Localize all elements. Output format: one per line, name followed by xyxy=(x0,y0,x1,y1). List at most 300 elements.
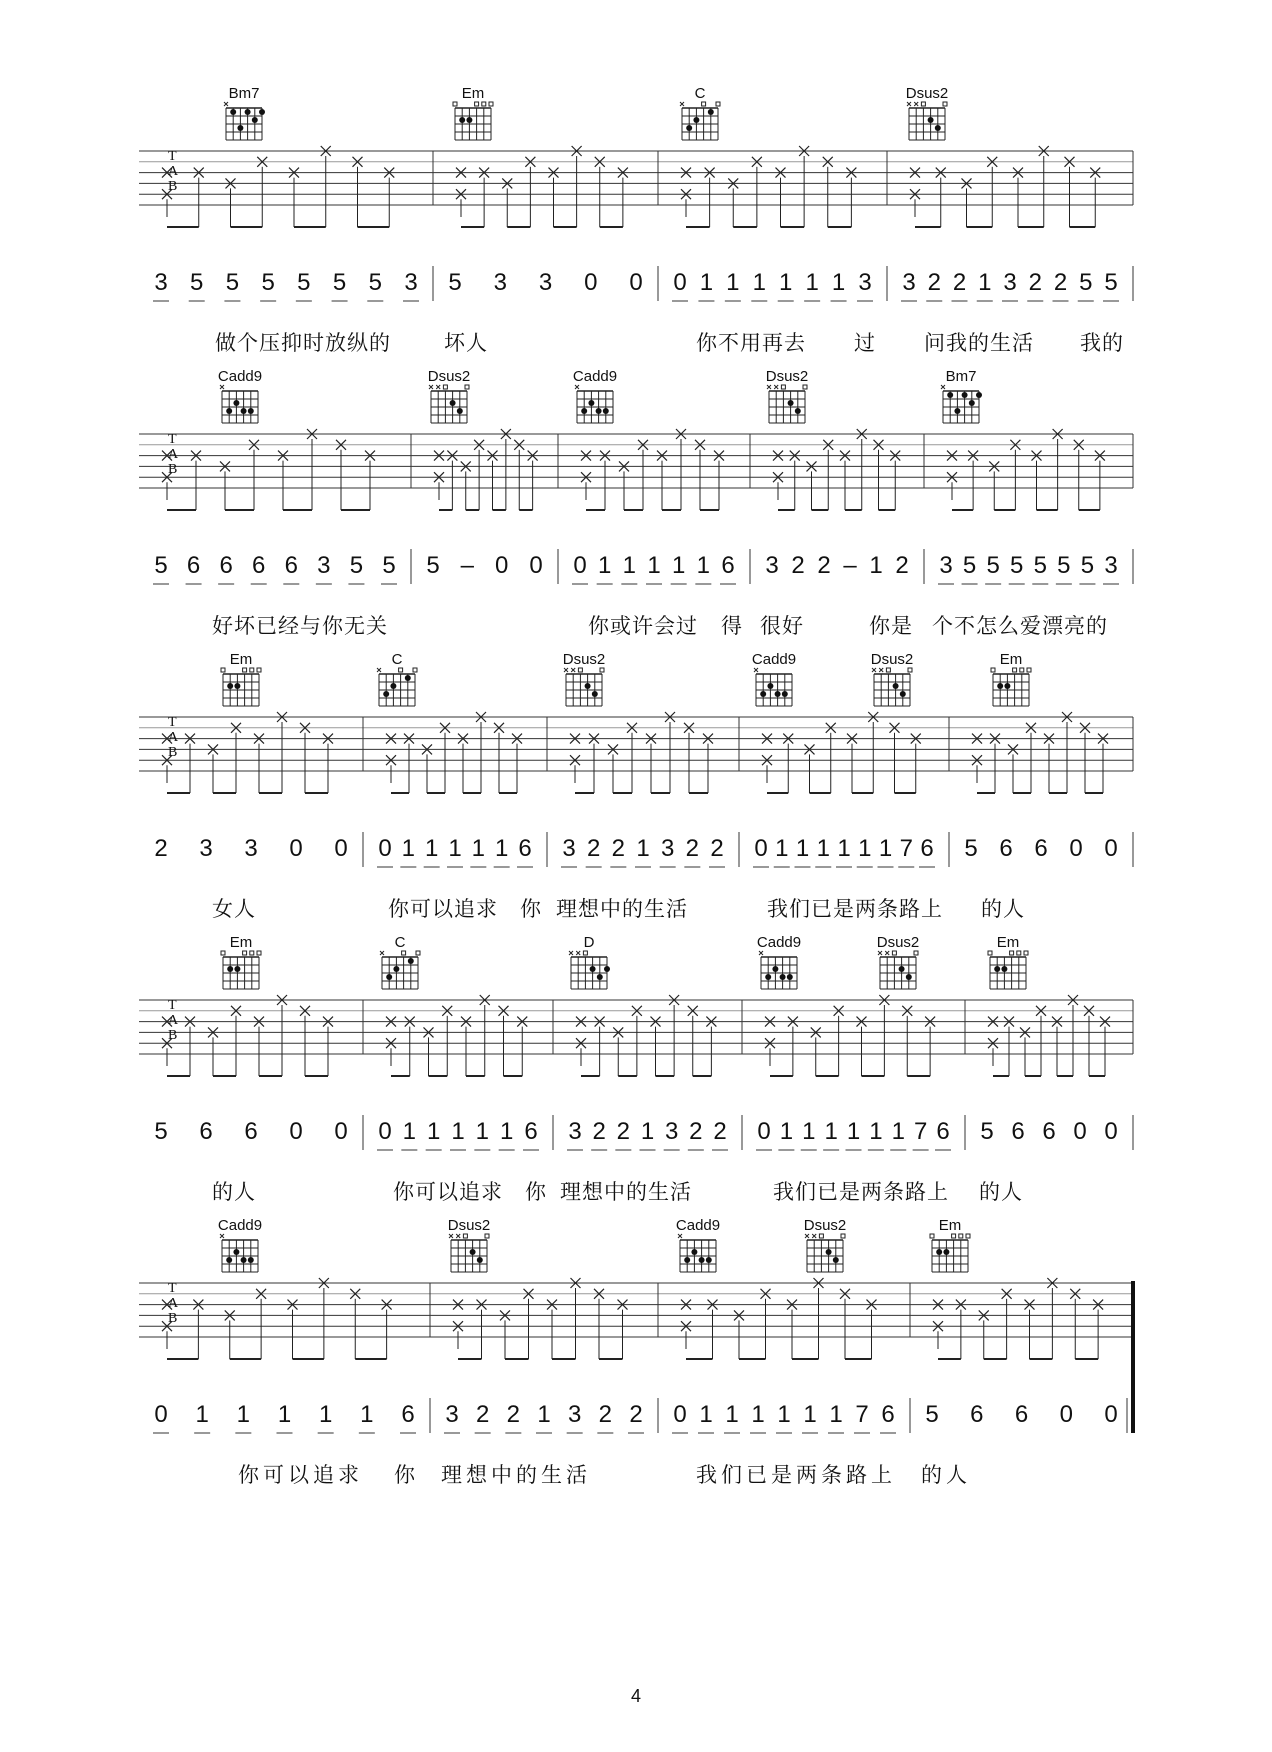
chord-finger-dot xyxy=(994,966,1000,972)
chord-mute-mark xyxy=(569,951,573,955)
jianpu-note: 1 xyxy=(751,1401,765,1428)
jianpu-note: 1 xyxy=(725,1401,739,1428)
jianpu-note: 2 xyxy=(1028,269,1042,296)
jianpu-note: 0 xyxy=(1059,1401,1073,1428)
chord-open-mark xyxy=(1020,668,1024,672)
chord-name: Cadd9 xyxy=(572,368,618,385)
chord-open-mark xyxy=(453,102,457,106)
jianpu-note: 2 xyxy=(475,1401,490,1428)
jianpu-note: 2 xyxy=(710,835,724,862)
jianpu-note: 5 xyxy=(980,1118,994,1145)
jianpu-note: 6 xyxy=(401,1401,415,1428)
jianpu-note: 6 xyxy=(999,835,1013,862)
jianpu-note: 6 xyxy=(284,552,298,579)
jianpu-note: 1 xyxy=(837,835,851,862)
chord-finger-dot xyxy=(775,691,781,697)
lyric-segment: 的人 xyxy=(979,1181,1023,1204)
chord-name: Dsus2 xyxy=(765,368,809,385)
chord-mute-mark xyxy=(878,951,882,955)
jianpu-note: 2 xyxy=(586,835,601,862)
chord-name: C xyxy=(694,85,706,102)
jianpu-note: 0 xyxy=(154,1401,168,1428)
chord-open-mark xyxy=(250,668,254,672)
jianpu-note: 1 xyxy=(824,1118,838,1145)
chord-finger-dot xyxy=(780,974,786,980)
chord-mute-mark xyxy=(914,102,918,106)
jianpu-note: 6 xyxy=(1014,1401,1029,1428)
lyric-segment: 很好 xyxy=(760,615,804,638)
chord-finger-dot xyxy=(259,109,265,115)
jianpu-note: 6 xyxy=(518,835,532,862)
chord-mute-mark xyxy=(576,951,580,955)
jianpu-note: 2 xyxy=(629,1401,643,1428)
chord-name: Em xyxy=(229,934,253,951)
jianpu-note: 5 xyxy=(925,1401,939,1428)
jianpu-note: 5 xyxy=(1010,552,1024,579)
lyric-segment: 女人 xyxy=(212,898,256,921)
tab-clef-letter: T xyxy=(168,432,177,447)
chord-finger-dot xyxy=(408,958,414,964)
chord-open-mark xyxy=(475,102,479,106)
lyric-segment: 的人 xyxy=(921,1464,971,1487)
tab-clef-letter: A xyxy=(168,447,179,462)
chord-finger-dot xyxy=(954,408,960,414)
jianpu-note: 1 xyxy=(401,835,416,862)
jianpu-note: 5 xyxy=(349,552,364,579)
tab-clef-letter: A xyxy=(168,164,179,179)
jianpu-note: 1 xyxy=(696,552,711,579)
jianpu-note: 2 xyxy=(895,552,909,579)
chord-open-mark xyxy=(988,951,992,955)
jianpu-note: 1 xyxy=(622,552,637,579)
jianpu-note: 2 xyxy=(1053,269,1068,296)
chord-open-mark xyxy=(485,1234,489,1238)
chord-open-mark xyxy=(413,668,417,672)
chord-finger-dot xyxy=(585,683,591,689)
jianpu-note: 5 xyxy=(1079,269,1093,296)
chord-open-mark xyxy=(892,951,896,955)
jianpu-note: 1 xyxy=(829,1401,843,1428)
chord-mute-mark xyxy=(680,102,684,106)
jianpu-note: 3 xyxy=(244,835,258,862)
jianpu-note: 1 xyxy=(891,1118,905,1145)
chord-finger-dot xyxy=(935,125,941,131)
chord-mute-mark xyxy=(224,102,228,106)
chord-open-mark xyxy=(930,1234,934,1238)
jianpu-note: – xyxy=(460,552,475,579)
jianpu-note: 0 xyxy=(1104,835,1118,862)
chord-finger-dot xyxy=(383,691,389,697)
chord-name: Em xyxy=(996,934,1020,951)
chord-finger-dot xyxy=(976,392,982,398)
jianpu-note: 5 xyxy=(986,552,1000,579)
tab-clef-letter: B xyxy=(168,1311,178,1326)
jianpu-note: 3 xyxy=(902,269,916,296)
chord-open-mark xyxy=(819,1234,823,1238)
jianpu-note: 1 xyxy=(779,269,793,296)
chord-name: Em xyxy=(938,1217,962,1234)
chord-open-mark xyxy=(243,668,247,672)
chord-finger-dot xyxy=(230,109,236,115)
chord-finger-dot xyxy=(947,392,953,398)
jianpu-note: 3 xyxy=(538,269,553,296)
jianpu-note: 2 xyxy=(154,835,168,862)
chord-open-mark xyxy=(952,1234,956,1238)
jianpu-note: 1 xyxy=(597,552,612,579)
jianpu-note: 0 xyxy=(1104,1118,1118,1145)
chord-finger-dot xyxy=(237,125,243,131)
jianpu-note: 1 xyxy=(236,1401,251,1428)
jianpu-note: 1 xyxy=(277,1401,292,1428)
chord-name: Bm7 xyxy=(228,85,260,102)
jianpu-note: 6 xyxy=(219,552,233,579)
jianpu-note: 1 xyxy=(699,1401,713,1428)
jianpu-note: 1 xyxy=(869,1118,883,1145)
jianpu-note: 6 xyxy=(936,1118,950,1145)
jianpu-note: 6 xyxy=(524,1118,538,1145)
jianpu-note: 1 xyxy=(537,1401,551,1428)
jianpu-note: 2 xyxy=(611,835,626,862)
chord-name: Em xyxy=(999,651,1023,668)
chord-mute-mark xyxy=(872,668,876,672)
chord-name: D xyxy=(583,934,595,951)
chord-mute-mark xyxy=(678,1234,682,1238)
chord-name: Dsus2 xyxy=(870,651,914,668)
jianpu-note: 0 xyxy=(757,1118,771,1145)
chord-finger-dot xyxy=(899,966,905,972)
chord-mute-mark xyxy=(879,668,883,672)
jianpu-note: 7 xyxy=(913,1118,928,1145)
chord-mute-mark xyxy=(377,668,381,672)
jianpu-note: 1 xyxy=(777,1401,791,1428)
chord-finger-dot xyxy=(699,1257,705,1263)
chord-mute-mark xyxy=(885,951,889,955)
jianpu-note: 2 xyxy=(817,552,831,579)
jianpu-note: 1 xyxy=(499,1118,514,1145)
jianpu-note: 3 xyxy=(1104,552,1118,579)
chord-open-mark xyxy=(702,102,706,106)
chord-mute-mark xyxy=(429,385,433,389)
chord-finger-dot xyxy=(772,966,778,972)
jianpu-note: 6 xyxy=(721,552,735,579)
chord-mute-mark xyxy=(754,668,758,672)
jianpu-note: 1 xyxy=(831,269,846,296)
jianpu-note: 2 xyxy=(952,269,967,296)
chord-name: Dsus2 xyxy=(905,85,949,102)
chord-finger-dot xyxy=(393,966,399,972)
chord-open-mark xyxy=(465,385,469,389)
jianpu-note: 5 xyxy=(1033,552,1047,579)
jianpu-note: 1 xyxy=(878,835,893,862)
chord-finger-dot xyxy=(226,408,232,414)
chord-finger-dot xyxy=(233,400,239,406)
chord-finger-dot xyxy=(969,400,975,406)
jianpu-note: 0 xyxy=(289,1118,303,1145)
tab-clef-letter: A xyxy=(168,1013,179,1028)
chord-finger-dot xyxy=(405,675,411,681)
jianpu-note: 2 xyxy=(791,552,805,579)
jianpu-note: 5 xyxy=(154,552,168,579)
chord-finger-dot xyxy=(765,974,771,980)
jianpu-note: 1 xyxy=(795,835,810,862)
jianpu-note: 0 xyxy=(378,835,392,862)
jianpu-note: 3 xyxy=(568,1118,582,1145)
jianpu-note: 5 xyxy=(261,269,275,296)
chord-open-mark xyxy=(443,385,447,389)
chord-finger-dot xyxy=(466,117,472,123)
chord-finger-dot xyxy=(686,125,692,131)
chord-finger-dot xyxy=(1001,966,1007,972)
chord-mute-mark xyxy=(564,668,568,672)
lyric-segment: 你可以追求 xyxy=(238,1464,363,1487)
chord-open-mark xyxy=(416,951,420,955)
jianpu-note: 0 xyxy=(673,269,687,296)
chord-open-mark xyxy=(959,1234,963,1238)
chord-finger-dot xyxy=(597,974,603,980)
chord-open-mark xyxy=(908,668,912,672)
chord-open-mark xyxy=(482,102,486,106)
chord-open-mark xyxy=(399,668,403,672)
jianpu-note: 3 xyxy=(493,269,507,296)
jianpu-note: 1 xyxy=(195,1401,209,1428)
jianpu-note: 0 xyxy=(1069,835,1083,862)
tab-clef-letter: B xyxy=(168,745,178,760)
jianpu-note: 1 xyxy=(858,835,872,862)
chord-finger-dot xyxy=(906,974,912,980)
jianpu-note: 1 xyxy=(360,1401,374,1428)
lyric-segment: 的人 xyxy=(981,898,1025,921)
chord-mute-mark xyxy=(907,102,911,106)
chord-finger-dot xyxy=(248,1257,254,1263)
chord-open-mark xyxy=(841,1234,845,1238)
chord-open-mark xyxy=(1013,668,1017,672)
jianpu-note: 0 xyxy=(629,269,643,296)
lyric-segment: 好坏已经与你无关 xyxy=(212,615,388,638)
jianpu-note: 5 xyxy=(1104,269,1118,296)
chord-finger-dot xyxy=(760,691,766,697)
chord-finger-dot xyxy=(596,408,602,414)
jianpu-note: 5 xyxy=(225,269,240,296)
jianpu-note: 3 xyxy=(317,552,331,579)
chord-open-mark xyxy=(1027,668,1031,672)
chord-open-mark xyxy=(886,668,890,672)
chord-open-mark xyxy=(583,951,587,955)
chord-mute-mark xyxy=(575,385,579,389)
chord-finger-dot xyxy=(997,683,1003,689)
jianpu-note: 1 xyxy=(318,1401,333,1428)
lyric-segment: 理想中的生活 xyxy=(560,1181,692,1204)
jianpu-note: 1 xyxy=(647,552,661,579)
tab-clef-letter: T xyxy=(168,149,177,164)
chord-finger-dot xyxy=(706,1257,712,1263)
chord-open-mark xyxy=(402,951,406,955)
jianpu-note: 5 xyxy=(1080,552,1095,579)
jianpu-note: 0 xyxy=(334,1118,348,1145)
jianpu-note: 3 xyxy=(199,835,213,862)
jianpu-note: 1 xyxy=(846,1118,861,1145)
chord-finger-dot xyxy=(788,400,794,406)
chord-open-mark xyxy=(921,102,925,106)
chord-open-mark xyxy=(1024,951,1028,955)
chord-finger-dot xyxy=(226,1257,232,1263)
jianpu-note: 5 xyxy=(426,552,440,579)
chord-mute-mark xyxy=(812,1234,816,1238)
lyric-segment: 我的 xyxy=(1080,332,1124,355)
chord-open-mark xyxy=(257,668,261,672)
jianpu-note: 1 xyxy=(671,552,686,579)
chord-mute-mark xyxy=(220,1234,224,1238)
tab-clef-letter: T xyxy=(168,998,177,1013)
chord-name: C xyxy=(391,651,403,668)
jianpu-note: 2 xyxy=(689,1118,703,1145)
jianpu-note: 6 xyxy=(881,1401,895,1428)
lyric-segment: 你是 xyxy=(869,615,913,638)
jianpu-note: 6 xyxy=(252,552,266,579)
jianpu-note: 1 xyxy=(636,835,650,862)
jianpu-note: 5 xyxy=(332,269,347,296)
chord-finger-dot xyxy=(962,392,968,398)
chord-finger-dot xyxy=(241,1257,247,1263)
lyric-segment: 你不用再去 xyxy=(696,332,806,355)
chord-name: Cadd9 xyxy=(217,1217,263,1234)
jianpu-note: 0 xyxy=(529,552,543,579)
chord-open-mark xyxy=(250,951,254,955)
chord-name: Cadd9 xyxy=(751,651,797,668)
chord-name: Dsus2 xyxy=(876,934,920,951)
chord-open-mark xyxy=(781,385,785,389)
chord-finger-dot xyxy=(477,1257,483,1263)
chord-finger-dot xyxy=(833,1257,839,1263)
chord-finger-dot xyxy=(234,683,240,689)
jianpu-note: 1 xyxy=(494,835,509,862)
chord-name: Dsus2 xyxy=(803,1217,847,1234)
jianpu-note: 2 xyxy=(598,1401,613,1428)
chord-finger-dot xyxy=(893,683,899,689)
chord-finger-dot xyxy=(450,400,456,406)
chord-finger-dot xyxy=(693,117,699,123)
jianpu-note: – xyxy=(843,552,857,579)
jianpu-note: 3 xyxy=(1003,269,1017,296)
jianpu-note: 0 xyxy=(573,552,587,579)
chord-open-mark xyxy=(966,1234,970,1238)
chord-finger-dot xyxy=(604,966,610,972)
jianpu-note: 1 xyxy=(475,1118,490,1145)
chord-finger-dot xyxy=(795,408,801,414)
jianpu-note: 0 xyxy=(754,835,768,862)
chord-name: C xyxy=(394,934,406,951)
jianpu-note: 1 xyxy=(471,835,486,862)
chord-open-mark xyxy=(1017,951,1021,955)
lyric-segment: 的人 xyxy=(212,1181,256,1204)
jianpu-note: 2 xyxy=(616,1118,631,1145)
jianpu-note: 1 xyxy=(803,1401,817,1428)
jianpu-note: 3 xyxy=(154,269,168,296)
tab-clef-letter: T xyxy=(168,715,177,730)
chord-name: Cadd9 xyxy=(675,1217,721,1234)
lyric-segment: 你或许会过 xyxy=(588,615,698,638)
jianpu-note: 2 xyxy=(927,269,941,296)
chord-mute-mark xyxy=(220,385,224,389)
chord-finger-dot xyxy=(826,1249,832,1255)
chord-finger-dot xyxy=(1004,683,1010,689)
tab-clef-letter: T xyxy=(168,1281,177,1296)
jianpu-note: 7 xyxy=(899,835,913,862)
chord-finger-dot xyxy=(603,408,609,414)
chord-finger-dot xyxy=(233,1249,239,1255)
chord-name: Dsus2 xyxy=(447,1217,491,1234)
chord-open-mark xyxy=(243,951,247,955)
jianpu-note: 2 xyxy=(592,1118,606,1145)
jianpu-note: 1 xyxy=(816,835,830,862)
chord-open-mark xyxy=(803,385,807,389)
lyric-segment: 过 xyxy=(854,332,876,355)
chord-mute-mark xyxy=(436,385,440,389)
chord-finger-dot xyxy=(459,117,465,123)
jianpu-note: 1 xyxy=(451,1118,465,1145)
chord-open-mark xyxy=(489,102,493,106)
chord-finger-dot xyxy=(588,400,594,406)
jianpu-note: 3 xyxy=(445,1401,459,1428)
jianpu-note: 1 xyxy=(448,835,462,862)
tab-clef-letter: B xyxy=(168,462,178,477)
jianpu-note: 0 xyxy=(378,1118,392,1145)
jianpu-note: 0 xyxy=(494,552,509,579)
jianpu-note: 7 xyxy=(855,1401,869,1428)
jianpu-note: 2 xyxy=(506,1401,521,1428)
chord-open-mark xyxy=(221,951,225,955)
jianpu-note: 0 xyxy=(1104,1401,1118,1428)
jianpu-note: 1 xyxy=(805,269,819,296)
chord-finger-dot xyxy=(592,691,598,697)
chord-mute-mark xyxy=(941,385,945,389)
chord-finger-dot xyxy=(227,683,233,689)
chord-open-mark xyxy=(578,668,582,672)
jianpu-note: 1 xyxy=(775,835,789,862)
jianpu-note: 6 xyxy=(199,1118,213,1145)
chord-mute-mark xyxy=(456,1234,460,1238)
jianpu-note: 5 xyxy=(190,269,204,296)
jianpu-note: 2 xyxy=(685,835,700,862)
lyric-segment: 你 xyxy=(525,1181,547,1204)
jianpu-note: 1 xyxy=(726,269,740,296)
chord-finger-dot xyxy=(245,109,251,115)
lyric-segment: 得 xyxy=(721,615,743,638)
jianpu-note: 5 xyxy=(964,835,978,862)
chord-name: Bm7 xyxy=(945,368,977,385)
chord-finger-dot xyxy=(767,683,773,689)
jianpu-note: 6 xyxy=(186,552,201,579)
chord-mute-mark xyxy=(759,951,763,955)
lyric-segment: 你 xyxy=(394,1464,419,1487)
chord-open-mark xyxy=(943,102,947,106)
jianpu-note: 6 xyxy=(1034,835,1048,862)
chord-name: Dsus2 xyxy=(427,368,471,385)
jianpu-note: 5 xyxy=(1057,552,1071,579)
jianpu-note: 6 xyxy=(920,835,934,862)
lyric-segment: 理想中的生活 xyxy=(556,898,688,921)
lyric-segment: 你可以追求 xyxy=(393,1181,503,1204)
jianpu-note: 5 xyxy=(154,1118,168,1145)
chord-finger-dot xyxy=(782,691,788,697)
jianpu-note: 5 xyxy=(962,552,977,579)
lyric-segment: 问我的生活 xyxy=(924,332,1034,355)
jianpu-note: 1 xyxy=(426,1118,441,1145)
jianpu-note: 6 xyxy=(244,1118,258,1145)
chord-mute-mark xyxy=(449,1234,453,1238)
chord-finger-dot xyxy=(900,691,906,697)
jianpu-note: 5 xyxy=(368,269,382,296)
jianpu-note: 1 xyxy=(699,269,714,296)
